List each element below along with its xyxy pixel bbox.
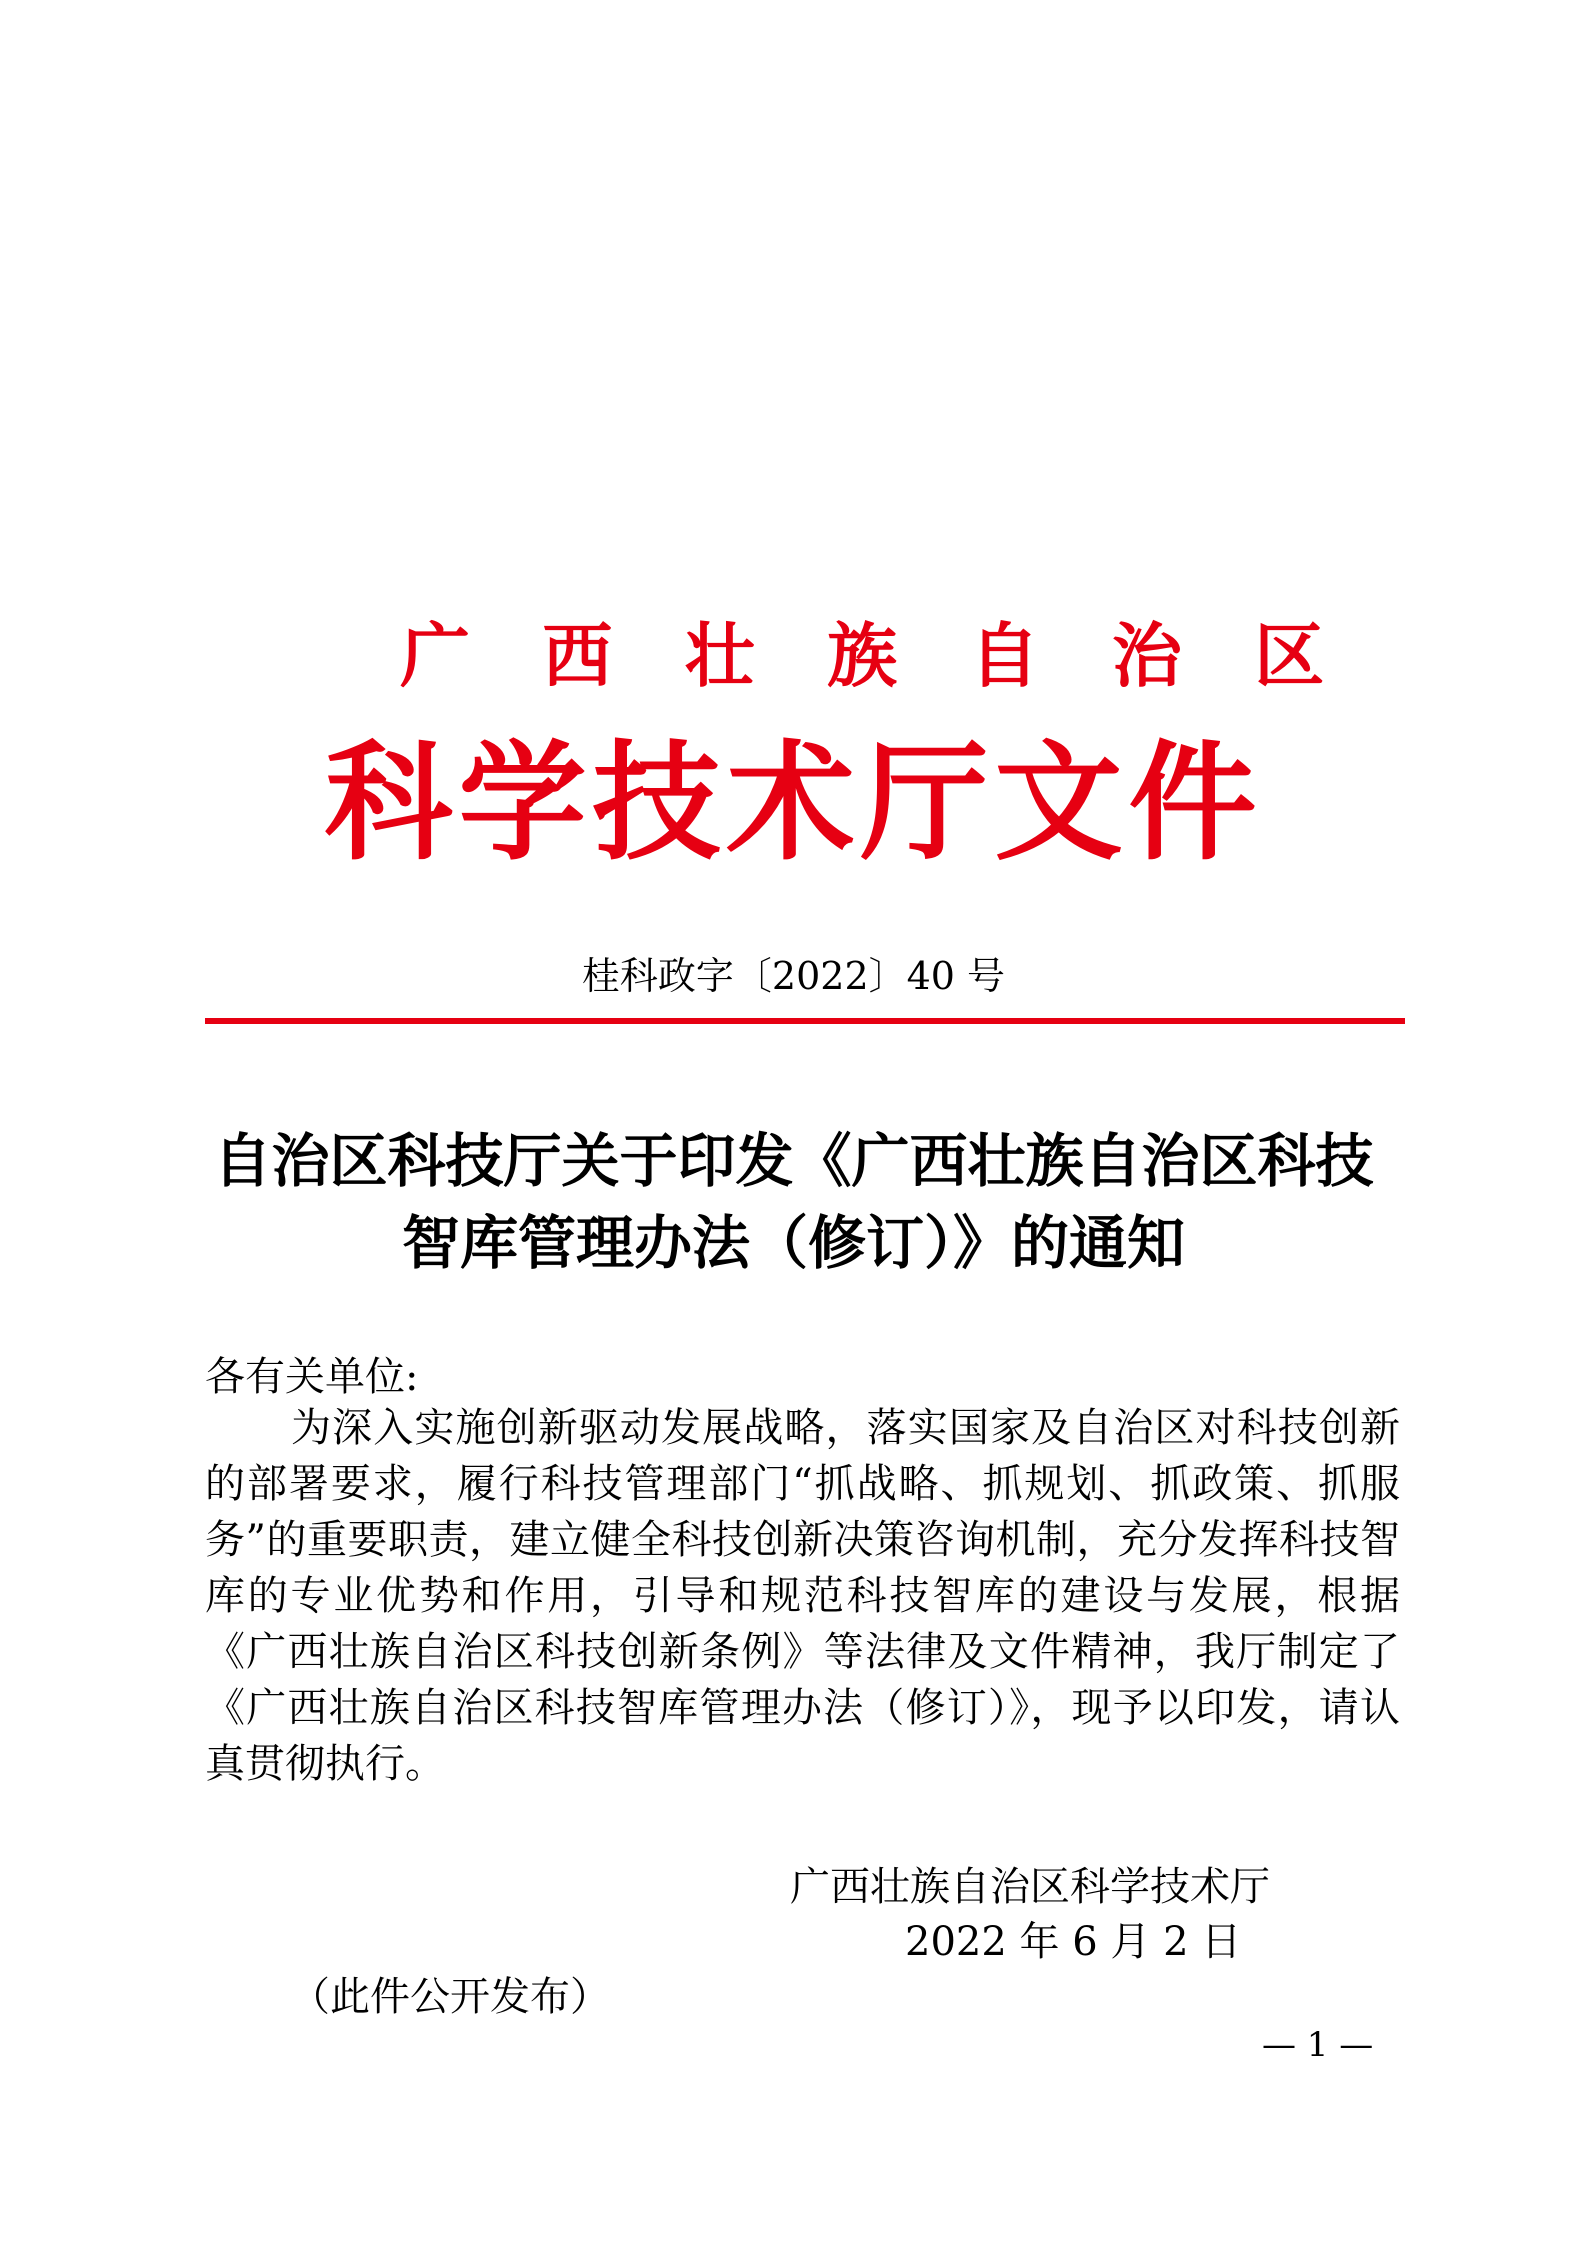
issuer-signature: 广西壮族自治区科学技术厅 [790, 1864, 1270, 1910]
public-release-note: （此件公开发布） [290, 1974, 610, 2020]
red-divider [205, 1018, 1405, 1024]
header-region: 广 西 壮 族 自 治 区 [400, 615, 1349, 697]
page-number: — 1 — [1262, 2025, 1374, 2065]
document-title: 自治区科技厅关于印发《广西壮族自治区科技智库管理办法（修订）》的通知 [213, 1127, 1374, 1277]
document-number: 桂科政字〔2022〕40 号 [581, 954, 1006, 998]
salutation: 各有关单位: [205, 1354, 419, 1400]
header-agency: 科学技术厅文件 [324, 729, 1263, 878]
issue-date: 2022 年 6 月 2 日 [905, 1919, 1242, 1965]
body-paragraph: 为深入实施创新驱动发展战略，落实国家及自治区对科技创新的部署要求，履行科技管理部门“抓战略、抓规划、抓政策、抓服务”的重要职责，建立健全科技创新决策咨询机制，充分发挥科技智库的专业优势和作用，引导和规范科技智库的建设与发展，根据《广西壮族自治区科技创新条例》等法律及文件精神，我厅制定了《广西壮族自治区科技智库管理办法（修订）》，现予以印发，请认真贯彻执行。 [205, 1405, 1400, 1787]
